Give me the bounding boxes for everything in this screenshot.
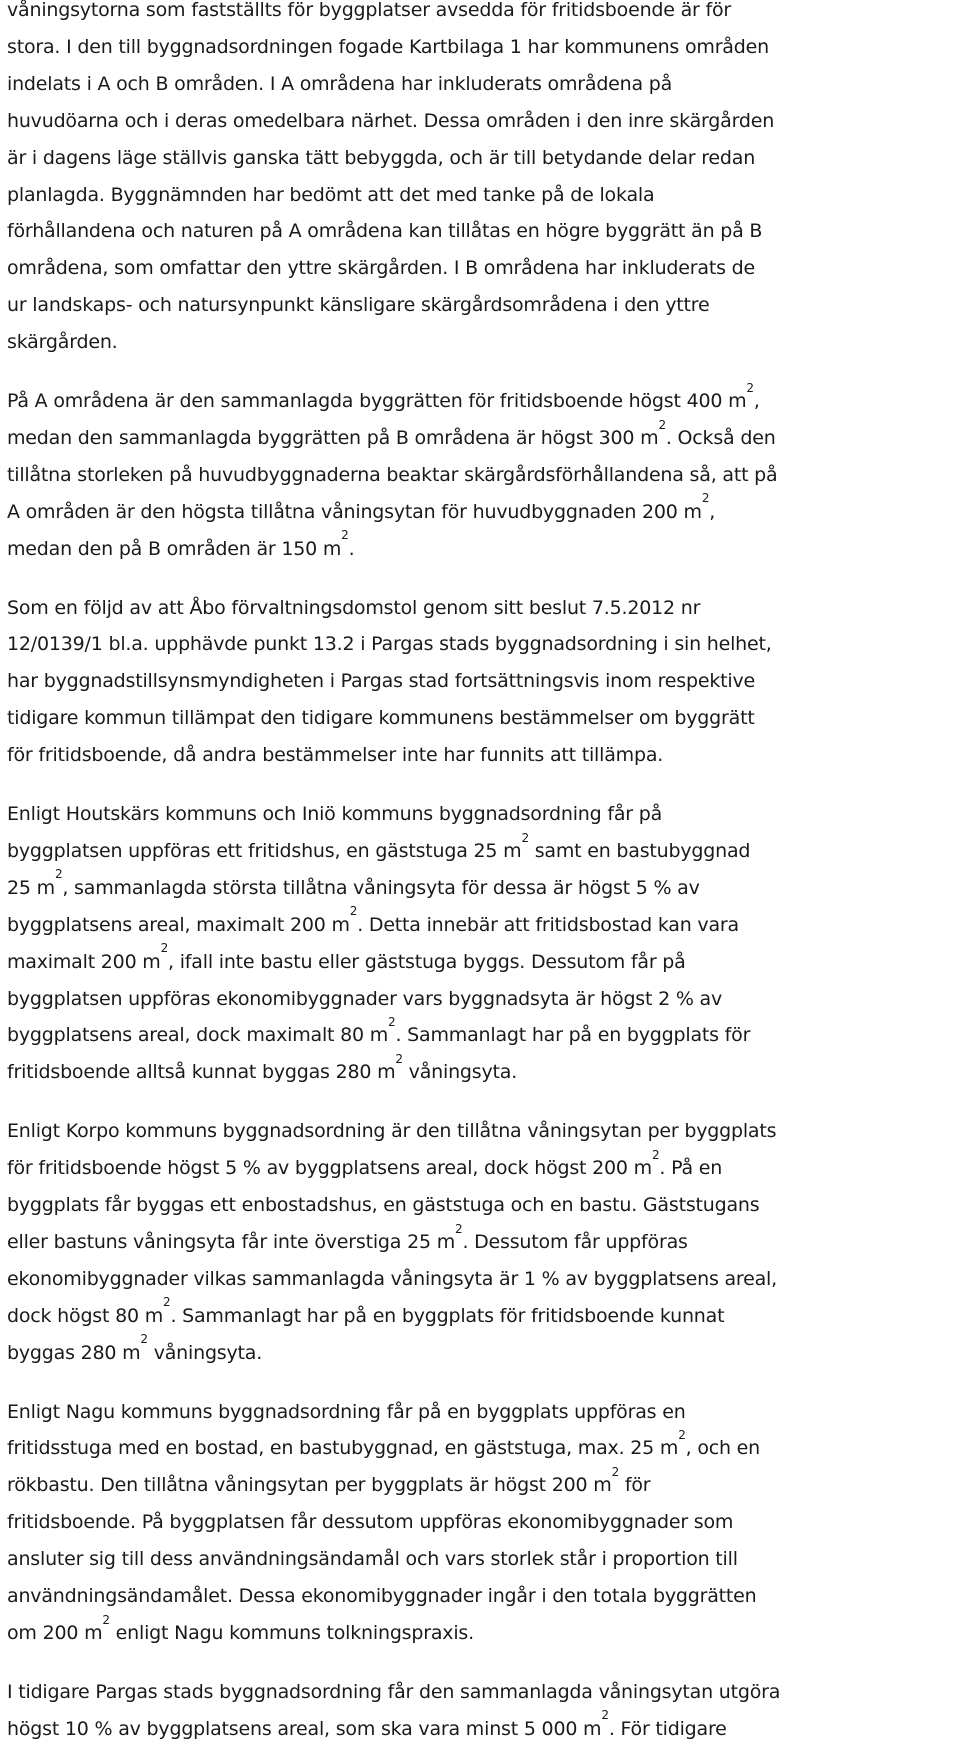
text-line: fritidsboende. På byggplatsen får dessutom uppföras ekonomibyggnader som <box>7 1511 734 1534</box>
text-line: I tidigare Pargas stads byggnadsordning får den sammanlagda våningsytan utgöra <box>7 1680 781 1703</box>
text-line: byggplatsens areal, maximalt 200 $m^2$. Detta innebär att fritidsbostad kan vara <box>7 904 739 936</box>
text-line: stora. I den till byggnadsordningen fogade Kartbilaga 1 har kommunens områden <box>7 35 769 58</box>
text-line: högst 10 % av byggplatsens areal, som ska vara minst 5 000 $m^2$. För tidigare <box>7 1708 727 1740</box>
text-line: våningsytorna som fastställts för byggplatser avsedda för fritidsboende är för <box>7 0 732 21</box>
text-line: huvudöarna och i deras omedelbara närhet. Dessa områden i den inre skärgården <box>7 109 775 132</box>
text-line: byggplatsens areal, dock maximalt 80 $m^2$. Sammanlagt har på en byggplats för <box>7 1015 751 1047</box>
text-line: 25 $m^2$, sammanlagda största tillåtna våningsyta för dessa är högst 5 % av <box>7 867 700 899</box>
text-line: är i dagens läge ställvis ganska tätt bebyggda, och är till betydande delar redan <box>7 146 756 169</box>
text-line: ur landskaps- och natursynpunkt känsligare skärgårdsområdena i den yttre <box>7 294 710 317</box>
text-line: byggplatsen uppföras ekonomibyggnader vars byggnadsyta är högst 2 % av <box>7 987 723 1010</box>
text-line: ansluter sig till dess användningsändamål och vars storlek står i proportion till <box>7 1548 738 1571</box>
text-line: förhållandena och naturen på A områdena kan tillåtas en högre byggrätt än på B <box>7 220 763 243</box>
text-line: Enligt Korpo kommuns byggnadsordning är den tillåtna våningsytan per byggplats <box>7 1120 777 1143</box>
text-line: byggplats får byggas ett enbostadshus, en gäststuga och en bastu. Gäststugans <box>7 1194 760 1216</box>
text-line: tillåtna storleken på huvudbyggnaderna beaktar skärgårdsförhållandena så, att på <box>7 463 778 486</box>
text-line: för fritidsboende högst 5 % av byggplatsens areal, dock högst 200 $m^2$. På en <box>7 1147 723 1180</box>
text-line: eller bastuns våningsyta får inte överstiga 25 $m^2$. Dessutom får uppföras <box>7 1221 688 1253</box>
text-line: byggplatsen uppföras ett fritidshus, en gäststuga 25 $m^2$ samt en bastubyggnad <box>7 830 751 862</box>
text-line: 12/0139/1 bl.a. upphävde punkt 13.2 i Pargas stads byggnadsordning i sin helhet, <box>7 633 772 656</box>
text-line: dock högst 80 $m^2$. Sammanlagt har på en byggplats för fritidsboende kunnat <box>7 1295 725 1327</box>
text-line: fritidsstuga med en bostad, en bastubyggnad, en gäststuga, max. 25 $m^2$, och en <box>7 1428 761 1460</box>
text-line: byggas 280 $m^2$ våningsyta. <box>7 1332 263 1364</box>
text-line: skärgården. <box>7 331 118 354</box>
text-line: medan den sammanlagda byggrätten på B områdena är högst 300 $m^2$. Också den <box>7 417 776 449</box>
text-line: om 200 $m^2$ enligt Nagu kommuns tolkningspraxis. <box>7 1612 474 1644</box>
text-line: Som en följd av att Åbo förvaltningsdomstol genom sitt beslut 7.5.2012 nr <box>7 596 701 619</box>
text-line: ekonomibyggnader vilkas sammanlagda våningsyta är 1 % av byggplatsens areal, <box>7 1267 777 1290</box>
text-line: Enligt Houtskärs kommuns och Iniö kommuns byggnadsordning får på <box>7 803 663 825</box>
text-line: planlagda. Byggnämnden har bedömt att det med tanke på de lokala <box>7 183 655 206</box>
text-line: maximalt 200 $m^2$, ifall inte bastu eller gäststuga byggs. Dessutom får på <box>7 941 686 973</box>
text-line: har byggnadstillsynsmyndigheten i Pargas stad fortsättningsvis inom respektive <box>7 670 755 693</box>
text-line: indelats i A och B områden. I A områdena har inkluderats områdena på <box>7 72 673 95</box>
text-line: medan den på B områden är 150 $m^2$. <box>7 528 355 560</box>
text-line: Enligt Nagu kommuns byggnadsordning får på en byggplats uppföras en <box>7 1400 686 1423</box>
text-line: A områden är den högsta tillåtna våningsytan för huvudbyggnaden 200 $m^2$, <box>7 491 716 523</box>
text-line: rökbastu. Den tillåtna våningsytan per byggplats är högst 200 $m^2$ för <box>7 1464 651 1497</box>
text-line: På A områdena är den sammanlagda byggrätten för fritidsboende högst 400 $m^2$, <box>7 380 760 412</box>
text-line: områdena, som omfattar den yttre skärgården. I B områdena har inkluderats de <box>7 257 755 280</box>
text-line: användningsändamålet. Dessa ekonomibyggnader ingår i den totala byggrätten <box>7 1585 757 1607</box>
text-line: fritidsboende alltså kunnat byggas 280 $m^2$ våningsyta. <box>7 1051 518 1084</box>
text-line: för fritidsboende, då andra bestämmelser inte har funnits att tillämpa. <box>7 744 664 767</box>
text-line: tidigare kommun tillämpat den tidigare kommunens bestämmelser om byggrätt <box>7 707 755 730</box>
